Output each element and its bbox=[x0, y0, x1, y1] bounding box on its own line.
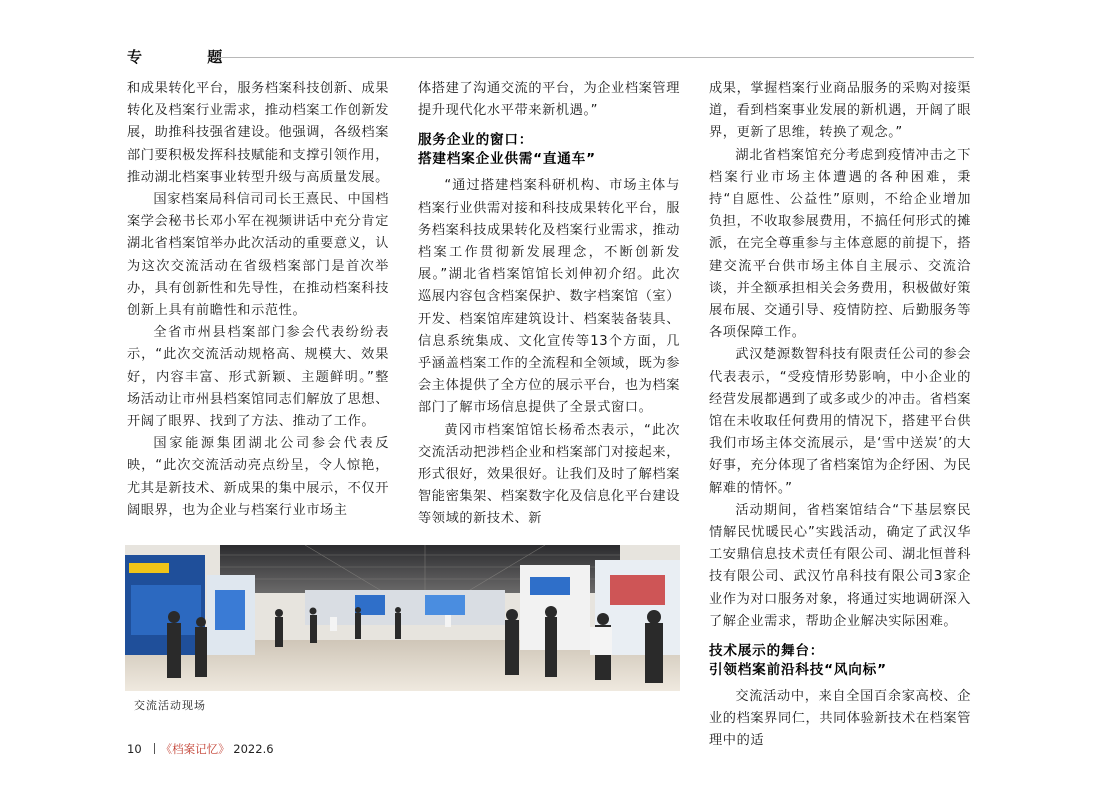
paragraph: 国家档案局科信司司长王熹民、中国档案学会秘书长邓小军在视频讲话中充分肯定湖北省档案馆举办此次活动的重要意义，认为这次交流活动在省级档案部门是首次举办，具有创新性和先导性，在推动档案科技创新上具有前瞻性和示范性。 bbox=[127, 192, 389, 319]
paragraph: 湖北省档案馆充分考虑到疫情冲击之下档案行业市场主体遭遇的各种困难，秉持“自愿性、公益性”原则，不给企业增加负担，不收取参展费用，不搞任何形式的摊派，在完全尊重参与主体意愿的前提下，搭建交流平台供市场主体自主展示、交流洽谈，并全额承担相关会务费用，积极做好策展布展、交通引导、疫情防控、后勤服务等各项保障工作。 bbox=[709, 147, 971, 341]
section-heading-line: 技术展示的舞台： bbox=[709, 643, 825, 660]
header-rule bbox=[214, 57, 974, 58]
paragraph: 交流活动中，来自全国百余家高校、企业的档案界同仁，共同体验新技术在档案管理中的适 bbox=[709, 689, 971, 749]
section-heading bbox=[418, 131, 680, 169]
footer-divider bbox=[154, 743, 155, 754]
page-footer bbox=[127, 741, 274, 757]
paragraph: 全省市州县档案部门参会代表纷纷表示，“此次交流活动规格高、规模大、效果好，内容丰富、形式新颖、主题鲜明。”整场活动让市州县档案馆同志们解放了思想、开阔了眼界、找到了方法、推动了工作。 bbox=[127, 325, 389, 430]
paragraph: 体搭建了沟通交流的平台，为企业档案管理提升现代化水平带来新机遇。” bbox=[418, 81, 680, 119]
text-column-2 bbox=[418, 78, 680, 531]
section-heading-line: 搭建档案企业供需“直通车” bbox=[418, 151, 596, 168]
paragraph: 成果，掌握档案行业商品服务的采购对接渠道，看到档案事业发展的新机遇，开阔了眼界，更新了思维，转换了观念。” bbox=[709, 81, 971, 141]
issue-number: 2022.6 bbox=[233, 742, 274, 756]
section-heading-line: 引领档案前沿科技“风向标” bbox=[709, 662, 887, 679]
section-header-label: 专 题 bbox=[127, 48, 253, 66]
text-column-1 bbox=[127, 78, 389, 522]
text-column-3 bbox=[709, 78, 971, 753]
paragraph: 黄冈市档案馆馆长杨希杰表示，“此次交流活动把涉档企业和档案部门对接起来，形式很好，效果很好。让我们及时了解档案智能密集架、档案数字化及信息化平台建设等领域的新技术、新 bbox=[418, 422, 680, 527]
magazine-title: 《档案记忆》 bbox=[160, 742, 230, 756]
exhibition-hall-photo bbox=[125, 545, 680, 691]
paragraph: 武汉楚源数智科技有限责任公司的参会代表表示，“受疫情形势影响，中小企业的经营发展都遇到了或多或少的冲击。省档案馆在未收取任何费用的情况下，搭建平台供我们市场主体交流展示，是‘雪中送炭’的大好事，充分体现了省档案馆为企纾困、为民解难的情怀。” bbox=[709, 347, 971, 496]
paragraph: 国家能源集团湖北公司参会代表反映，“此次交流活动亮点纷呈，令人惊艳，尤其是新技术、新成果的集中展示，不仅开阔眼界，也为企业与档案行业市场主 bbox=[127, 436, 389, 518]
photo-caption: 交流活动现场 bbox=[134, 699, 206, 712]
section-heading-line: 服务企业的窗口： bbox=[418, 132, 534, 149]
paragraph: 活动期间，省档案馆结合“下基层察民情解民忧暖民心”实践活动，确定了武汉华工安鼎信息技术责任有限公司、湖北恒普科技有限公司、武汉竹帛科技有限公司3家企业作为对口服务对象，将通过实地调研深入了解企业需求，帮助企业解决实际困难。 bbox=[709, 502, 971, 629]
paragraph: “通过搭建档案科研机构、市场主体与档案行业供需对接和科技成果转化平台，服务档案科技成果转化及档案行业需求，推动档案工作贯彻新发展理念，不断创新发展。”湖北省档案馆馆长刘伸初介绍。此次巡展内容包含档案保护、数字档案馆（室）开发、档案馆库建筑设计、档案装备装具、信息系统集成、文化宣传等13个方面，几乎涵盖档案工作的全流程和全领域，既为参会主体提供了全方位的展示平台，也为档案部门了解市场信息提供了全景式窗口。 bbox=[418, 178, 680, 416]
page-number: 10 bbox=[127, 742, 142, 756]
section-heading bbox=[709, 642, 971, 680]
paragraph: 和成果转化平台，服务档案科技创新、成果转化及档案行业需求，推动档案工作创新发展，助推科技强省建设。他强调，各级档案部门要积极发挥科技赋能和支撑引领作用，推动湖北档案事业转型升级与高质量发展。 bbox=[127, 81, 389, 185]
